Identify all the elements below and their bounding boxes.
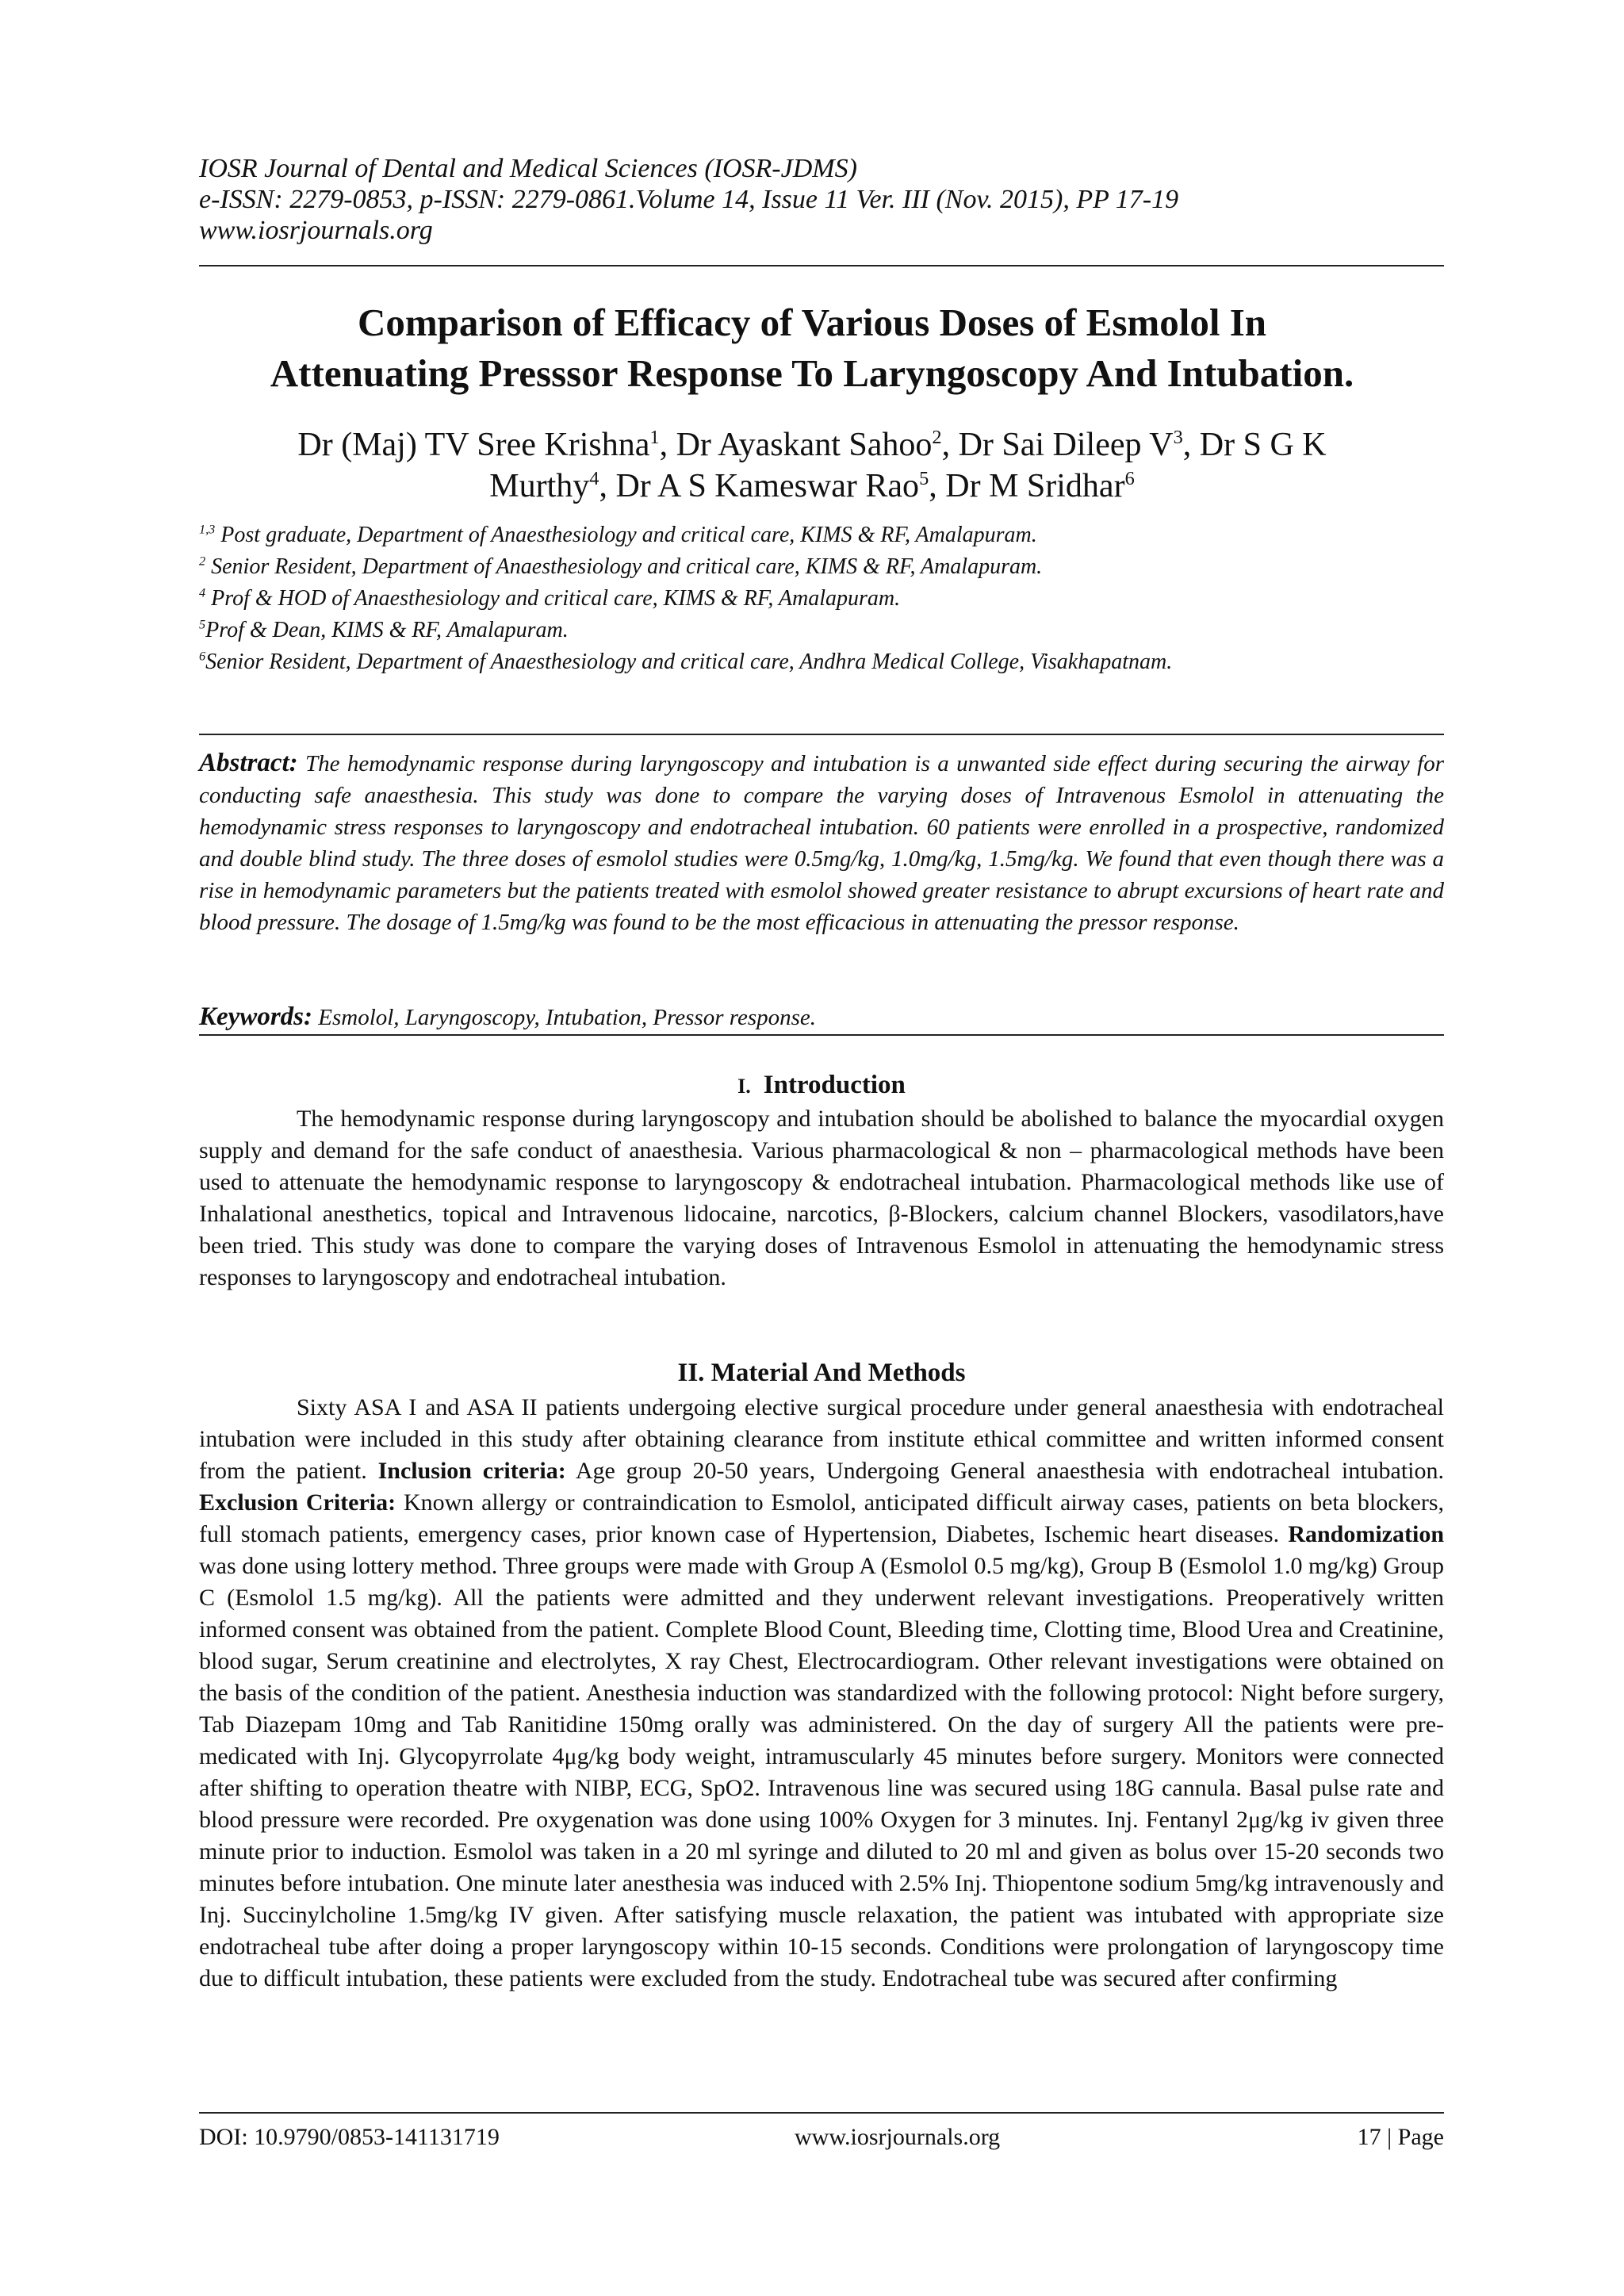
abstract-top-divider xyxy=(199,734,1444,735)
methods-text: was done using lottery method. Three groups were made with Group A (Esmolol 0.5 mg/kg), Group B (Esmolol 1.0 mg/kg) Group C (Esmolol 1.5 mg/kg). All the patients were admitted and they underwent relevant investigations. Preoperatively written informed consent was obtained from the patient. Complete Blood Count, Bleeding time, Clotting time, Blood Urea and Creatinine, blood sugar, Serum creatinine and electrolytes, X ray Chest, Electrocardiogram. Other relevant investigations were obtained on the basis of the condition of the patient. Anesthesia induction was standardized with the following protocol: Night before surgery, Tab Diazepam 10mg and Tab Ranitidine 150mg orally was administered. On the day of surgery All the patients were pre-medicated with Inj. Glycopyrrolate 4μg/kg body weight, intramuscularly 45 minutes before surgery. Monitors were connected after shifting to operation theatre with NIBP, ECG, SpO2. Intravenous line was secured using 18G cannula. Basal pulse rate and blood pressure were recorded. Pre oxygenation was done using 100% Oxygen for 3 minutes. Inj. Fentanyl 2μg/kg iv given three minute prior to induction. Esmolol was taken in a 20 ml syringe and diluted to 20 ml and given as bolus over 15-20 seconds two minutes before intubation. One minute later anesthesia was induced with 2.5% Inj. Thiopentone sodium 5mg/kg intravenously and Inj. Succinylcholine 1.5mg/kg IV given. After satisfying muscle relaxation, the patient was intubated with appropriate size endotracheal tube after doing a proper laryngoscopy within 10-15 seconds. Conditions were prolongation of laryngoscopy time due to difficult intubation, these patients were excluded from the study. Endotracheal tube was secured after confirming xyxy=(199,1553,1444,1991)
methods-text: Known allergy or contraindication to Esmolol, anticipated difficult airway cases, patients on beta blockers, full stomach patients, emergency cases, prior known case of Hypertension, Diabetes, Ischemic heart diseases. xyxy=(199,1489,1444,1547)
affiliation-sup: 6 xyxy=(199,649,206,664)
abstract xyxy=(199,747,1444,938)
affiliation-item xyxy=(199,615,1444,646)
affiliation-sup: 1,3 xyxy=(199,522,216,537)
author-sup: 3 xyxy=(1173,427,1183,448)
author-name: Dr (Maj) TV Sree Krishna xyxy=(297,427,650,463)
section-number: II. xyxy=(677,1359,705,1387)
affiliation-list xyxy=(199,519,1444,678)
header-divider xyxy=(199,265,1444,266)
affiliation-text: Post graduate, Department of Anaesthesiology and critical care, KIMS & RF, Amalapuram. xyxy=(220,523,1037,547)
journal-name: IOSR Journal of Dental and Medical Sciences (IOSR-JDMS) xyxy=(199,154,857,183)
affiliation-text: Senior Resident, Department of Anaesthesiology and critical care, KIMS & RF, Amalapuram. xyxy=(211,554,1043,579)
author-name: Dr M Sridhar xyxy=(945,468,1125,504)
section-heading-methods xyxy=(199,1357,1444,1389)
author-line-2: Murthy$^4$, Dr A S Kameswar Rao$^5$, Dr M Sridhar$^6$ xyxy=(489,468,1135,504)
journal-website: www.iosrjournals.org xyxy=(199,216,433,245)
abstract-text: The hemodynamic response during laryngoscopy and intubation is a unwanted side effect during securing the airway for conducting safe anaesthesia. This study was done to compare the varying doses of Intravenous Esmolol in attenuating the hemodynamic stress responses to laryngoscopy and endotracheal intubation. 60 patients were enrolled in a prospective, randomized and double blind study. The three doses of esmolol studies were 0.5mg/kg, 1.0mg/kg, 1.5mg/kg. We found that even though there was a rise in hemodynamic parameters but the patients treated with esmolol showed greater resistance to abrupt excursions of heart rate and blood pressure. The dosage of 1.5mg/kg was found to be the most efficacious in attenuating the pressor response. xyxy=(199,751,1444,935)
randomization-label: Randomization xyxy=(1288,1521,1444,1547)
affiliation-text: Prof & HOD of Anaesthesiology and critical care, KIMS & RF, Amalapuram. xyxy=(211,586,901,611)
affiliation-item xyxy=(199,646,1444,678)
inclusion-label: Inclusion criteria: xyxy=(377,1458,566,1484)
author-name-first: Dr S G K xyxy=(1199,427,1327,463)
affiliation-text: Senior Resident, Department of Anaesthesiology and critical care, Andhra Medical College, Visakhapatnam. xyxy=(205,650,1173,674)
author-name-rest: Murthy xyxy=(489,468,590,504)
footer-doi: DOI: 10.9790/0853-141131719 xyxy=(199,2124,500,2150)
affiliation-item xyxy=(199,519,1444,551)
footer-divider xyxy=(199,2112,1444,2114)
footer-page-number: 17 | Page xyxy=(1357,2124,1444,2150)
keywords xyxy=(199,1001,1444,1033)
keywords-label: Keywords: xyxy=(199,1002,312,1031)
author-name: Dr Ayaskant Sahoo xyxy=(676,427,933,463)
section-title: Introduction xyxy=(763,1071,906,1099)
author-sup: 2 xyxy=(932,427,942,448)
affiliation-sup: 4 xyxy=(199,585,206,600)
paper-title xyxy=(159,297,1465,399)
journal-header xyxy=(199,153,1444,246)
author-name: Dr Sai Dileep V xyxy=(958,427,1174,463)
exclusion-label: Exclusion Criteria: xyxy=(199,1489,396,1516)
author-sup: 4 xyxy=(589,468,599,489)
section-number: I. xyxy=(737,1075,751,1098)
author-sup: 5 xyxy=(919,468,929,489)
section-heading-introduction xyxy=(199,1069,1444,1102)
author-sup: 1 xyxy=(649,427,660,448)
title-line-2: Attenuating Presssor Response To Laryngoscopy And Intubation. xyxy=(270,351,1354,395)
affiliation-item xyxy=(199,551,1444,583)
methods-paragraph xyxy=(199,1392,1444,1995)
affiliation-sup: 5 xyxy=(199,617,206,632)
affiliation-item xyxy=(199,583,1444,615)
methods-text: Age group 20-50 years, Undergoing General anaesthesia with endotracheal intubation. xyxy=(575,1458,1445,1484)
affiliation-text: Prof & Dean, KIMS & RF, Amalapuram. xyxy=(205,618,569,642)
methods-text: Sixty ASA I and ASA II patients undergoing elective surgical procedure under general anaesthesia with endotracheal intubation were included in this study after obtaining clearance from institute ethical committee and written informed consent from the patient. xyxy=(199,1394,1444,1484)
issn-line: e-ISSN: 2279-0853, p-ISSN: 2279-0861.Volume 14, Issue 11 Ver. III (Nov. 2015), PP 17-19 xyxy=(199,185,1179,214)
author-line-1: Dr (Maj) TV Sree Krishna$^1$, Dr Ayaskant Sahoo$^2$, Dr Sai Dileep $V^3$, Dr S G K xyxy=(297,427,1327,463)
abstract-bottom-divider xyxy=(199,1034,1444,1036)
affiliation-sup: 2 xyxy=(199,554,206,569)
author-sup: 6 xyxy=(1124,468,1135,489)
section-title: Material And Methods xyxy=(710,1359,966,1387)
author-list xyxy=(159,424,1465,507)
author-name: Dr A S Kameswar Rao xyxy=(615,468,920,504)
keywords-text: Esmolol, Laryngoscopy, Intubation, Pressor response. xyxy=(318,1005,817,1030)
abstract-label: Abstract: xyxy=(199,749,298,777)
introduction-paragraph: The hemodynamic response during laryngoscopy and intubation should be abolished to balance the myocardial oxygen supply and demand for the safe conduct of anaesthesia. Various pharmacological & non – pharmacological methods have been used to attenuate the hemodynamic response to laryngoscopy & endotracheal intubation. Pharmacological methods like use of Inhalational anesthetics, topical and Intravenous lidocaine, narcotics, β-Blockers, calcium channel Blockers, vasodilators,have been tried. This study was done to compare the varying doses of Intravenous Esmolol in attenuating the hemodynamic stress responses to laryngoscopy and endotracheal intubation. xyxy=(199,1106,1444,1290)
footer-website: www.iosrjournals.org xyxy=(795,2124,1001,2150)
title-line-1: Comparison of Efficacy of Various Doses of Esmolol In xyxy=(357,301,1267,344)
